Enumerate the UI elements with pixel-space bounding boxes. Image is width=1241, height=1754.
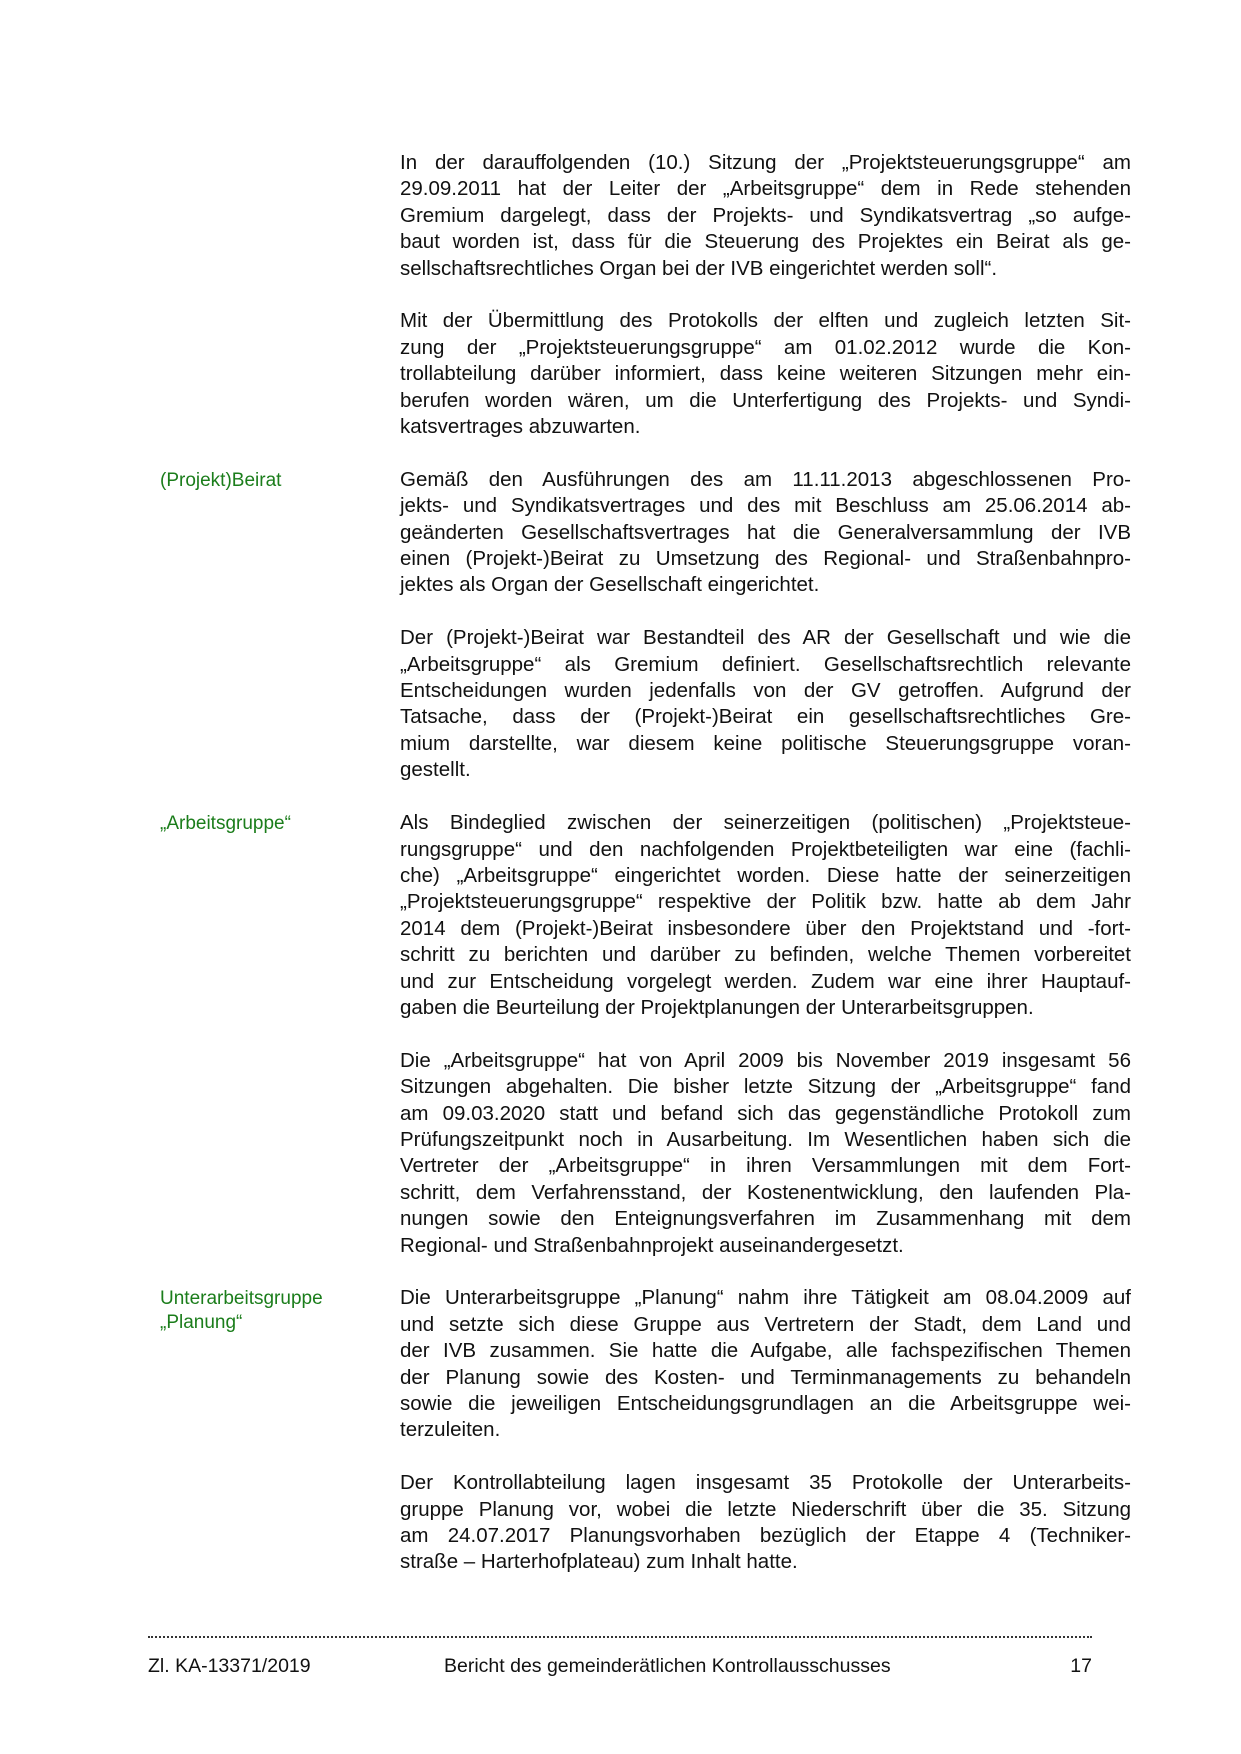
text-line: che) „Arbeitsgruppe“ eingerichtet worden. Diese hatte der seinerzeitigen [400, 863, 1131, 887]
text-line: am 24.07.2017 Planungsvorhaben bezüglich der Etappe 4 (Techniker- [400, 1524, 1131, 1548]
document-section [160, 810, 1132, 1285]
footer-divider [148, 1636, 1092, 1638]
page-footer [148, 1655, 1092, 1678]
text-line: Prüfungszeitpunkt noch in Ausarbeitung. Im Wesentlichen haben sich die [400, 1127, 1131, 1151]
text-line: Gremium dargelegt, dass der Projekts- und Syndikatsvertrag „so aufge- [400, 203, 1131, 227]
text-line: am 09.03.2020 statt und befand sich das gegenständliche Protokoll zum [400, 1101, 1131, 1125]
text-line: 2014 dem (Projekt-)Beirat insbesondere über den Projektstand und -fort- [400, 916, 1131, 940]
text-line: Mit der Übermittlung des Protokolls der elften und zugleich letzten Sit- [400, 309, 1131, 333]
margin-heading [160, 150, 400, 467]
paragraph [400, 1285, 1131, 1443]
text-line: Entscheidungen wurden jedenfalls von der GV getroffen. Aufgrund der [400, 679, 1131, 703]
document-section [160, 467, 1132, 810]
text-line: baut worden ist, dass für die Steuerung des Projektes ein Beirat als ge- [400, 230, 1131, 254]
text-line: rungsgruppe“ und den nachfolgenden Projektbeteiligten war eine (fachli- [400, 837, 1131, 861]
text-line: berufen worden wären, um die Unterfertigung des Projekts- und Syndi- [400, 388, 1131, 412]
document-body [160, 150, 1132, 1602]
paragraph [400, 150, 1131, 282]
footer-reference: Zl. KA-13371/2019 [148, 1655, 311, 1677]
footer-title: Bericht des gemeinderätlichen Kontrollausschusses [444, 1655, 891, 1677]
text-line: Tatsache, dass der (Projekt-)Beirat ein gesellschaftsrechtliches Gre- [400, 705, 1131, 729]
paragraph [400, 810, 1131, 1021]
text-line: In der darauffolgenden (10.) Sitzung der „Projektsteuerungsgruppe“ am [400, 151, 1131, 174]
text-line: und zur Entscheidung vorgelegt werden. Zudem war eine ihrer Hauptauf- [400, 969, 1131, 993]
text-line: gruppe Planung vor, wobei die letzte Niederschrift über die 35. Sitzung [400, 1497, 1131, 1521]
paragraph [400, 1470, 1131, 1576]
text-line: schritt, dem Verfahrensstand, der Kostenentwicklung, den laufenden Pla- [400, 1180, 1131, 1204]
text-line: jekts- und Syndikatsvertrages und des mit Beschluss am 25.06.2014 ab- [400, 494, 1131, 518]
text-line: Vertreter der „Arbeitsgruppe“ in ihren Versammlungen mit dem Fort- [400, 1154, 1131, 1178]
text-line: geänderten Gesellschaftsvertrages hat die Generalversammlung der IVB [400, 520, 1131, 544]
text-line: 29.09.2011 hat der Leiter der „Arbeitsgruppe“ dem in Rede stehenden [400, 177, 1131, 201]
margin-heading: Unterarbeitsgruppe „Planung“ [160, 1288, 323, 1334]
margin-heading: „Arbeitsgruppe“ [160, 813, 291, 835]
margin-heading: (Projekt)Beirat [160, 469, 282, 491]
text-line: sowie die jeweiligen Entscheidungsgrundlagen an die Arbeitsgruppe wei- [400, 1392, 1131, 1415]
text-line: Der Kontrollabteilung lagen insgesamt 35 Protokolle der Unterarbeits- [400, 1471, 1131, 1495]
text-line: zung der „Projektsteuerungsgruppe“ am 01.02.2012 wurde die Kon- [400, 335, 1131, 359]
text-line: „Projektsteuerungsgruppe“ respektive der Politik bzw. hatte ab dem Jahr [400, 890, 1131, 914]
text-line: nungen sowie den Enteignungsverfahren im Zusammenhang mit dem [400, 1207, 1131, 1231]
text-line: trollabteilung darüber informiert, dass keine weiteren Sitzungen mehr ein- [400, 362, 1131, 386]
text-line: Die „Arbeitsgruppe“ hat von April 2009 bis November 2019 insgesamt 56 [400, 1048, 1131, 1072]
text-line: straße – Harterhofplateau) zum Inhalt hatte. [400, 1550, 798, 1574]
text-line: sellschaftsrechtliches Organ bei der IVB eingerichtet werden soll“. [400, 256, 998, 280]
text-line: und setzte sich diese Gruppe aus Vertretern der Stadt, dem Land und [400, 1312, 1131, 1336]
text-line: terzuleiten. [400, 1418, 501, 1442]
text-line: gestellt. [400, 758, 471, 782]
text-line: der Planung sowie des Kosten- und Terminmanagements zu behandeln [400, 1365, 1131, 1389]
text-line: katsvertrages abzuwarten. [400, 415, 641, 439]
text-line: Der (Projekt-)Beirat war Bestandteil des AR der Gesellschaft und wie die [400, 626, 1131, 650]
text-line: Gemäß den Ausführungen des am 11.11.2013 abgeschlossenen Pro- [400, 467, 1131, 491]
paragraph [400, 625, 1131, 783]
text-line: gaben die Beurteilung der Projektplanungen der Unterarbeitsgruppen. [400, 995, 1034, 1019]
document-section [160, 150, 1132, 467]
page-number: 17 [1070, 1655, 1092, 1677]
text-line: mium darstellte, war diesem keine politische Steuerungsgruppe voran- [400, 731, 1131, 755]
paragraph [400, 308, 1131, 440]
text-line: jektes als Organ der Gesellschaft eingerichtet. [400, 573, 820, 597]
text-line: einen (Projekt-)Beirat zu Umsetzung des Regional- und Straßenbahnpro- [400, 547, 1131, 571]
text-line: der IVB zusammen. Sie hatte die Aufgabe, alle fachspezifischen Themen [400, 1339, 1131, 1363]
document-section [160, 1285, 1132, 1602]
text-line: „Arbeitsgruppe“ als Gremium definiert. Gesellschaftsrechtlich relevante [400, 652, 1131, 676]
paragraph [400, 467, 1131, 599]
text-line: Als Bindeglied zwischen der seinerzeitigen (politischen) „Projektsteue- [400, 811, 1131, 835]
text-line: Die Unterarbeitsgruppe „Planung“ nahm ihre Tätigkeit am 08.04.2009 auf [400, 1286, 1131, 1310]
text-line: Sitzungen abgehalten. Die bisher letzte Sitzung der „Arbeitsgruppe“ fand [400, 1075, 1131, 1099]
text-line: Regional- und Straßenbahnprojekt auseinandergesetzt. [400, 1233, 904, 1257]
text-line: schritt zu berichten und darüber zu befinden, welche Themen vorbereitet [400, 943, 1131, 967]
paragraph [400, 1048, 1131, 1259]
